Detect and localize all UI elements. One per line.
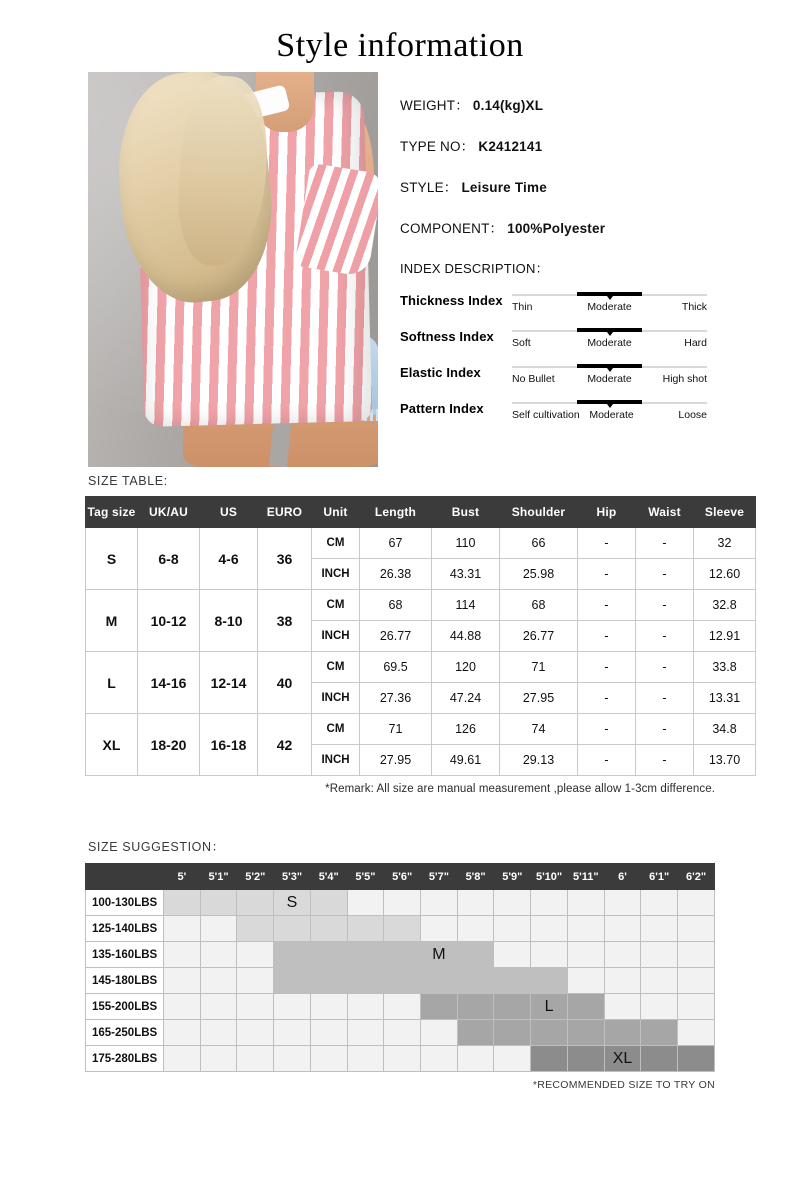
size-table-col-header: EURO	[258, 497, 312, 528]
size-table-cell-waist: -	[636, 652, 694, 683]
index-scale-low-thickness: Thin	[512, 301, 533, 313]
size-suggestion-row	[86, 942, 715, 968]
size-suggestion-cell	[678, 1020, 715, 1046]
size-table-cell-shoulder: 71	[500, 652, 578, 683]
size-suggestion-cell	[457, 1020, 494, 1046]
size-suggestion-cell	[384, 942, 421, 968]
size-suggestion-height-header: 6'2"	[678, 864, 715, 890]
size-suggestion-cell	[200, 968, 237, 994]
size-table-cell-sleeve: 32.8	[694, 590, 756, 621]
size-suggestion-corner-cell	[86, 864, 164, 890]
index-bar-softness	[512, 327, 707, 336]
size-suggestion-cell	[457, 890, 494, 916]
size-table-cell-shoulder: 27.95	[500, 683, 578, 714]
size-suggestion-cell	[237, 968, 274, 994]
size-suggestion-cell	[200, 1046, 237, 1072]
size-suggestion-cell	[274, 890, 311, 916]
size-table-cell-shoulder: 74	[500, 714, 578, 745]
size-table-cell-sleeve: 13.31	[694, 683, 756, 714]
spec-component-value: 100%Polyester	[507, 221, 606, 236]
size-table-col-header: UK/AU	[138, 497, 200, 528]
size-table-cell-unit: CM	[312, 714, 360, 745]
size-suggestion-cell	[237, 1020, 274, 1046]
index-scale-low-elastic: No Bullet	[512, 373, 555, 385]
size-suggestion-cell	[457, 1046, 494, 1072]
size-suggestion-cell	[237, 890, 274, 916]
size-suggestion-cell	[274, 994, 311, 1020]
size-suggestion-cell	[200, 994, 237, 1020]
size-table-cell-hip: -	[578, 590, 636, 621]
size-suggestion-cell	[164, 1046, 201, 1072]
size-table-col-header: Sleeve	[694, 497, 756, 528]
size-suggestion-cell	[567, 942, 604, 968]
size-suggestion-cell	[641, 890, 678, 916]
size-suggestion-cell	[164, 942, 201, 968]
index-description-title: INDEX DESCRIPTION：	[400, 261, 549, 276]
size-table-cell-length: 27.95	[360, 745, 432, 776]
index-scale-mid-softness: Moderate	[587, 337, 632, 349]
size-table-cell-bust: 49.61	[432, 745, 500, 776]
spec-component-key: COMPONENT：	[400, 221, 504, 236]
size-suggestion-cell	[604, 1046, 641, 1072]
size-suggestion-cell	[347, 1020, 384, 1046]
product-photo	[88, 72, 378, 467]
photo-shirt-sleeve	[294, 163, 378, 277]
size-table-cell-unit: INCH	[312, 683, 360, 714]
size-suggestion-height-header: 5'3"	[274, 864, 311, 890]
size-suggestion-cell	[494, 916, 531, 942]
size-suggestion-cell	[567, 890, 604, 916]
size-suggestion-height-header: 5'9"	[494, 864, 531, 890]
size-table-col-header: Waist	[636, 497, 694, 528]
size-table-cell-waist: -	[636, 528, 694, 559]
size-suggestion-cell	[164, 1020, 201, 1046]
size-suggestion-weight-label: 125-140LBS	[86, 916, 164, 942]
size-table-col-header: US	[200, 497, 258, 528]
size-table-row	[86, 528, 756, 559]
size-table-cell-sleeve: 33.8	[694, 652, 756, 683]
size-table-cell-bust: 120	[432, 652, 500, 683]
spec-component	[400, 217, 800, 237]
size-table-cell-bust: 44.88	[432, 621, 500, 652]
size-suggestion-cell	[678, 890, 715, 916]
recommended-size-marker: S	[286, 893, 298, 911]
size-suggestion-height-header: 5'8"	[457, 864, 494, 890]
size-table-caption: SIZE TABLE:	[88, 474, 168, 488]
size-suggestion-cell	[384, 890, 421, 916]
size-suggestion-height-header: 5'7"	[421, 864, 458, 890]
size-suggestion-cell	[421, 1046, 458, 1072]
size-table-cell-waist: -	[636, 745, 694, 776]
size-suggestion-cell	[421, 916, 458, 942]
size-suggestion-cell	[384, 1020, 421, 1046]
size-table-cell-bust: 43.31	[432, 559, 500, 590]
spec-type-no-key: TYPE NO：	[400, 139, 475, 154]
index-row-pattern	[400, 399, 800, 421]
size-suggestion-row	[86, 1046, 715, 1072]
product-spec-list	[378, 72, 800, 474]
size-suggestion-cell	[274, 1020, 311, 1046]
size-table-cell-length: 69.5	[360, 652, 432, 683]
size-suggestion-row	[86, 968, 715, 994]
size-suggestion-height-header: 5'6"	[384, 864, 421, 890]
spec-style	[400, 176, 800, 196]
size-suggestion-cell	[347, 942, 384, 968]
size-table-cell-us: 8-10	[200, 590, 258, 652]
size-table-col-header: Bust	[432, 497, 500, 528]
size-suggestion-cell	[310, 1020, 347, 1046]
size-table-cell-us: 12-14	[200, 652, 258, 714]
size-suggestion-cell	[421, 994, 458, 1020]
size-table-cell-unit: INCH	[312, 621, 360, 652]
size-table-cell-us: 4-6	[200, 528, 258, 590]
size-suggestion-height-header: 5'11"	[567, 864, 604, 890]
size-suggestion-cell	[237, 942, 274, 968]
size-suggestion-cell	[347, 1046, 384, 1072]
size-table-cell-bust: 126	[432, 714, 500, 745]
size-suggestion-cell	[531, 1020, 568, 1046]
size-suggestion-cell	[200, 916, 237, 942]
size-table-cell-shoulder: 66	[500, 528, 578, 559]
size-suggestion-cell	[164, 890, 201, 916]
size-suggestion-cell	[200, 942, 237, 968]
size-suggestion-cell	[531, 994, 568, 1020]
size-suggestion-cell	[164, 968, 201, 994]
size-suggestion-section	[0, 863, 800, 1091]
size-suggestion-height-header: 6'	[604, 864, 641, 890]
index-scale-pattern	[512, 409, 707, 421]
size-table-col-header: Length	[360, 497, 432, 528]
size-table-cell-length: 27.36	[360, 683, 432, 714]
spec-type-no-value: K2412141	[478, 139, 543, 154]
size-table	[85, 496, 756, 776]
size-suggestion-cell	[421, 1020, 458, 1046]
index-scale-softness	[512, 337, 707, 349]
size-suggestion-cell	[310, 916, 347, 942]
size-suggestion-cell	[531, 890, 568, 916]
size-suggestion-row	[86, 994, 715, 1020]
size-suggestion-cell	[310, 890, 347, 916]
size-table-cell-tag: M	[86, 590, 138, 652]
size-table-cell-bust: 47.24	[432, 683, 500, 714]
size-suggestion-cell	[384, 916, 421, 942]
size-suggestion-cell	[567, 994, 604, 1020]
index-row-elastic	[400, 363, 800, 385]
size-suggestion-cell	[678, 942, 715, 968]
size-suggestion-cell	[421, 890, 458, 916]
size-table-cell-tag: L	[86, 652, 138, 714]
size-suggestion-cell	[164, 994, 201, 1020]
size-table-cell-bust: 114	[432, 590, 500, 621]
size-suggestion-cell	[274, 1046, 311, 1072]
size-table-cell-shoulder: 25.98	[500, 559, 578, 590]
index-scale-low-softness: Soft	[512, 337, 531, 349]
index-label-softness: Softness Index	[400, 329, 494, 344]
spec-weight-key: WEIGHT：	[400, 98, 469, 113]
size-suggestion-height-header: 5'5"	[347, 864, 384, 890]
size-suggestion-cell	[310, 968, 347, 994]
size-table-row	[86, 714, 756, 745]
size-suggestion-cell	[567, 1046, 604, 1072]
size-suggestion-cell	[274, 916, 311, 942]
size-suggestion-height-header: 5'	[164, 864, 201, 890]
size-suggestion-cell	[384, 994, 421, 1020]
size-table-cell-tag: XL	[86, 714, 138, 776]
size-table-cell-shoulder: 29.13	[500, 745, 578, 776]
recommended-size-marker: L	[544, 997, 554, 1015]
size-suggestion-cell	[641, 942, 678, 968]
size-table-section	[0, 496, 800, 795]
size-suggestion-cell	[494, 890, 531, 916]
size-suggestion-cell	[678, 1046, 715, 1072]
size-table-cell-uk-au: 10-12	[138, 590, 200, 652]
caret-down-icon	[607, 296, 613, 300]
index-meter-thickness	[512, 291, 707, 313]
size-table-cell-unit: INCH	[312, 745, 360, 776]
recommended-size-marker: M	[432, 945, 446, 963]
size-suggestion-cell	[567, 916, 604, 942]
spec-style-key: STYLE：	[400, 180, 458, 195]
size-table-cell-euro: 36	[258, 528, 312, 590]
index-scale-high-softness: Hard	[684, 337, 707, 349]
size-table-row	[86, 652, 756, 683]
size-suggestion-cell	[494, 968, 531, 994]
size-table-cell-waist: -	[636, 683, 694, 714]
index-scale-thickness	[512, 301, 707, 313]
size-suggestion-cell	[604, 1020, 641, 1046]
size-table-cell-euro: 42	[258, 714, 312, 776]
size-table-cell-sleeve: 12.60	[694, 559, 756, 590]
index-meter-pattern	[512, 399, 707, 421]
size-suggestion-weight-label: 135-160LBS	[86, 942, 164, 968]
size-table-cell-euro: 40	[258, 652, 312, 714]
size-suggestion-cell	[384, 968, 421, 994]
size-suggestion-cell	[310, 994, 347, 1020]
size-suggestion-cell	[567, 968, 604, 994]
size-table-cell-sleeve: 34.8	[694, 714, 756, 745]
size-table-cell-hip: -	[578, 621, 636, 652]
spec-weight-value: 0.14(kg)XL	[472, 98, 544, 113]
index-bar-elastic	[512, 363, 707, 372]
size-suggestion-cell	[200, 1020, 237, 1046]
size-suggestion-table	[85, 863, 715, 1072]
size-table-cell-shoulder: 68	[500, 590, 578, 621]
size-suggestion-cell	[237, 1046, 274, 1072]
size-suggestion-cell	[494, 942, 531, 968]
index-scale-high-thickness: Thick	[681, 301, 707, 313]
index-scale-elastic	[512, 373, 707, 385]
index-scale-low-pattern: Self cultivation	[512, 409, 580, 421]
size-table-cell-waist: -	[636, 621, 694, 652]
size-suggestion-weight-label: 145-180LBS	[86, 968, 164, 994]
caret-down-icon	[607, 404, 613, 408]
size-table-header-row	[86, 497, 756, 528]
size-table-cell-waist: -	[636, 559, 694, 590]
size-suggestion-height-header: 5'10"	[531, 864, 568, 890]
size-suggestion-cell	[531, 916, 568, 942]
size-table-cell-sleeve: 32	[694, 528, 756, 559]
size-suggestion-cell	[531, 1046, 568, 1072]
spec-style-value: Leisure Time	[461, 180, 547, 195]
size-table-col-header: Hip	[578, 497, 636, 528]
index-label-pattern: Pattern Index	[400, 401, 484, 416]
size-suggestion-cell	[494, 1020, 531, 1046]
size-suggestion-cell	[237, 916, 274, 942]
size-table-cell-unit: CM	[312, 528, 360, 559]
size-suggestion-cell	[604, 968, 641, 994]
index-scale-mid-thickness: Moderate	[587, 301, 632, 313]
size-suggestion-row	[86, 916, 715, 942]
index-label-thickness: Thickness Index	[400, 293, 503, 308]
index-bar-thickness	[512, 291, 707, 300]
size-table-cell-uk-au: 6-8	[138, 528, 200, 590]
recommended-size-marker: XL	[612, 1049, 633, 1067]
size-suggestion-cell	[384, 1046, 421, 1072]
size-table-cell-sleeve: 13.70	[694, 745, 756, 776]
size-table-cell-us: 16-18	[200, 714, 258, 776]
size-suggestion-cell	[421, 942, 458, 968]
size-suggestion-footnote: *RECOMMENDED SIZE TO TRY ON	[532, 1079, 715, 1091]
size-suggestion-caption: SIZE SUGGESTION：	[88, 840, 225, 854]
index-bar-pattern	[512, 399, 707, 408]
size-table-cell-unit: CM	[312, 652, 360, 683]
size-table-cell-hip: -	[578, 652, 636, 683]
size-table-cell-euro: 38	[258, 590, 312, 652]
size-suggestion-cell	[641, 1020, 678, 1046]
size-suggestion-cell	[531, 968, 568, 994]
size-suggestion-cell	[567, 1020, 604, 1046]
size-table-cell-sleeve: 12.91	[694, 621, 756, 652]
size-table-cell-tag: S	[86, 528, 138, 590]
index-label-elastic: Elastic Index	[400, 365, 481, 380]
size-suggestion-height-header: 5'1"	[200, 864, 237, 890]
size-suggestion-weight-label: 155-200LBS	[86, 994, 164, 1020]
index-scale-high-pattern: Loose	[678, 409, 708, 421]
size-table-cell-length: 71	[360, 714, 432, 745]
size-suggestion-cell	[604, 942, 641, 968]
caret-down-icon	[607, 368, 613, 372]
size-suggestion-cell	[347, 916, 384, 942]
size-table-cell-bust: 110	[432, 528, 500, 559]
product-overview-section	[0, 64, 800, 474]
size-suggestion-cell	[347, 994, 384, 1020]
size-suggestion-cell	[641, 916, 678, 942]
size-suggestion-cell	[347, 890, 384, 916]
size-suggestion-weight-label: 100-130LBS	[86, 890, 164, 916]
size-table-cell-length: 26.38	[360, 559, 432, 590]
size-table-cell-length: 68	[360, 590, 432, 621]
size-suggestion-header-row	[86, 864, 715, 890]
size-suggestion-cell	[457, 994, 494, 1020]
size-suggestion-cell	[237, 994, 274, 1020]
size-suggestion-cell	[164, 916, 201, 942]
size-table-col-header: Shoulder	[500, 497, 578, 528]
size-table-cell-uk-au: 18-20	[138, 714, 200, 776]
size-suggestion-cell	[274, 968, 311, 994]
index-row-thickness	[400, 291, 800, 313]
size-suggestion-cell	[604, 890, 641, 916]
index-meter-softness	[512, 327, 707, 349]
caret-down-icon	[607, 332, 613, 336]
size-table-cell-length: 26.77	[360, 621, 432, 652]
size-suggestion-cell	[457, 968, 494, 994]
index-row-softness	[400, 327, 800, 349]
index-scale-mid-pattern: Moderate	[589, 409, 634, 421]
size-suggestion-cell	[678, 968, 715, 994]
size-suggestion-cell	[641, 994, 678, 1020]
spec-type-no	[400, 135, 800, 155]
size-suggestion-cell	[678, 916, 715, 942]
size-table-cell-waist: -	[636, 590, 694, 621]
size-suggestion-cell	[310, 1046, 347, 1072]
size-table-cell-hip: -	[578, 714, 636, 745]
size-suggestion-cell	[604, 916, 641, 942]
size-table-col-header: Tag size	[86, 497, 138, 528]
size-suggestion-height-header: 6'1"	[641, 864, 678, 890]
size-table-col-header: Unit	[312, 497, 360, 528]
index-meter-elastic	[512, 363, 707, 385]
size-table-remark: *Remark: All size are manual measurement ,please allow 1-3cm difference.	[325, 783, 715, 795]
size-suggestion-cell	[347, 968, 384, 994]
size-suggestion-height-header: 5'4"	[310, 864, 347, 890]
size-suggestion-cell	[641, 1046, 678, 1072]
size-table-cell-hip: -	[578, 528, 636, 559]
size-suggestion-cell	[641, 968, 678, 994]
size-suggestion-cell	[457, 942, 494, 968]
size-suggestion-weight-label: 165-250LBS	[86, 1020, 164, 1046]
page-title: Style information	[276, 27, 524, 64]
size-table-row	[86, 590, 756, 621]
size-suggestion-cell	[421, 968, 458, 994]
size-table-cell-length: 67	[360, 528, 432, 559]
size-suggestion-cell	[494, 994, 531, 1020]
size-suggestion-cell	[531, 942, 568, 968]
size-suggestion-height-header: 5'2"	[237, 864, 274, 890]
size-suggestion-cell	[678, 994, 715, 1020]
size-table-cell-unit: INCH	[312, 559, 360, 590]
index-scale-mid-elastic: Moderate	[587, 373, 632, 385]
size-table-cell-uk-au: 14-16	[138, 652, 200, 714]
size-table-cell-unit: CM	[312, 590, 360, 621]
size-table-cell-shoulder: 26.77	[500, 621, 578, 652]
size-suggestion-cell	[604, 994, 641, 1020]
size-table-cell-hip: -	[578, 745, 636, 776]
size-suggestion-row	[86, 1020, 715, 1046]
size-suggestion-cell	[274, 942, 311, 968]
size-table-cell-hip: -	[578, 559, 636, 590]
size-suggestion-weight-label: 175-280LBS	[86, 1046, 164, 1072]
size-suggestion-cell	[310, 942, 347, 968]
size-table-cell-waist: -	[636, 714, 694, 745]
size-suggestion-cell	[457, 916, 494, 942]
size-table-cell-hip: -	[578, 683, 636, 714]
spec-weight	[400, 94, 800, 114]
size-suggestion-row	[86, 890, 715, 916]
size-suggestion-cell	[494, 1046, 531, 1072]
size-suggestion-cell	[200, 890, 237, 916]
index-scale-high-elastic: High shot	[662, 373, 707, 385]
